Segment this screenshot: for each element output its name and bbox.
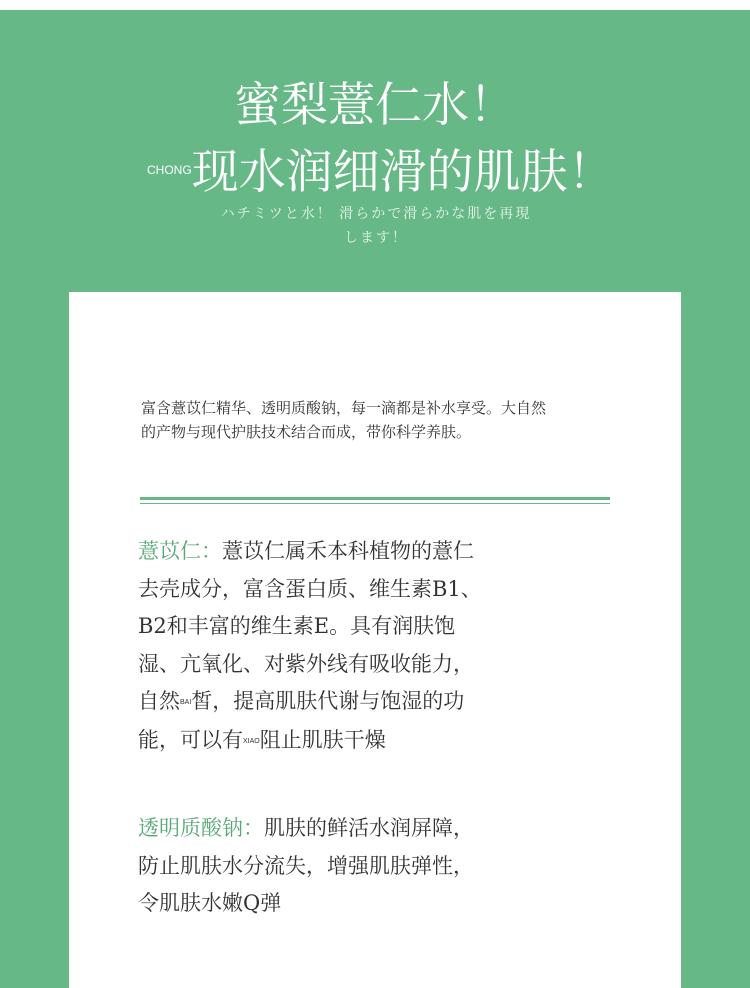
japanese-subtitle-line-1: ハチミツと水！ 滑らかで滑らかな肌を再現 — [220, 206, 532, 222]
content-card — [69, 292, 681, 988]
section-text: 皙，提高肌肤代谢与饱湿的功能，可以有 — [138, 689, 465, 752]
intro-text: 富含薏苡仁精华、透明质酸钠，每一滴都是补水享受。大自然的产物与现代护肤技术结合而成，带你科学养肤。 — [141, 399, 547, 441]
headline-line-2 — [147, 140, 615, 203]
japanese-subtitle — [196, 202, 556, 250]
section-text: 肌肤的鲜活水润屏障，防止肌肤水分流失，增强肌肤弹性，令肌肤水嫩Q弹 — [138, 816, 474, 915]
headline-line-1: 蜜梨薏仁水！ — [234, 78, 516, 133]
section-text: 阻止肌肤干燥 — [259, 727, 386, 752]
pinyin-tag: BAI — [180, 699, 192, 706]
divider-thin — [140, 503, 610, 504]
pinyin-tag: XIAO — [243, 737, 260, 745]
japanese-subtitle-line-2: します！ — [344, 230, 408, 246]
divider-thick — [140, 497, 610, 500]
section-coix-seed — [138, 533, 483, 760]
section-sodium-hyaluronate — [138, 810, 483, 923]
section-text: 薏苡仁属禾本科植物的薏仁去壳成分，富含蛋白质、维生素B1、B2和丰富的维生素E。具有润肤饱湿、亢氧化、对紫外线有吸收能力，自然 — [138, 539, 482, 713]
section-term: 透明质酸钠： — [138, 816, 264, 840]
headline-prefix-tag: CHONG — [147, 163, 192, 177]
headline-line-2-text: 现水润细滑的肌肤！ — [191, 145, 615, 200]
section-term: 薏苡仁： — [138, 539, 222, 563]
